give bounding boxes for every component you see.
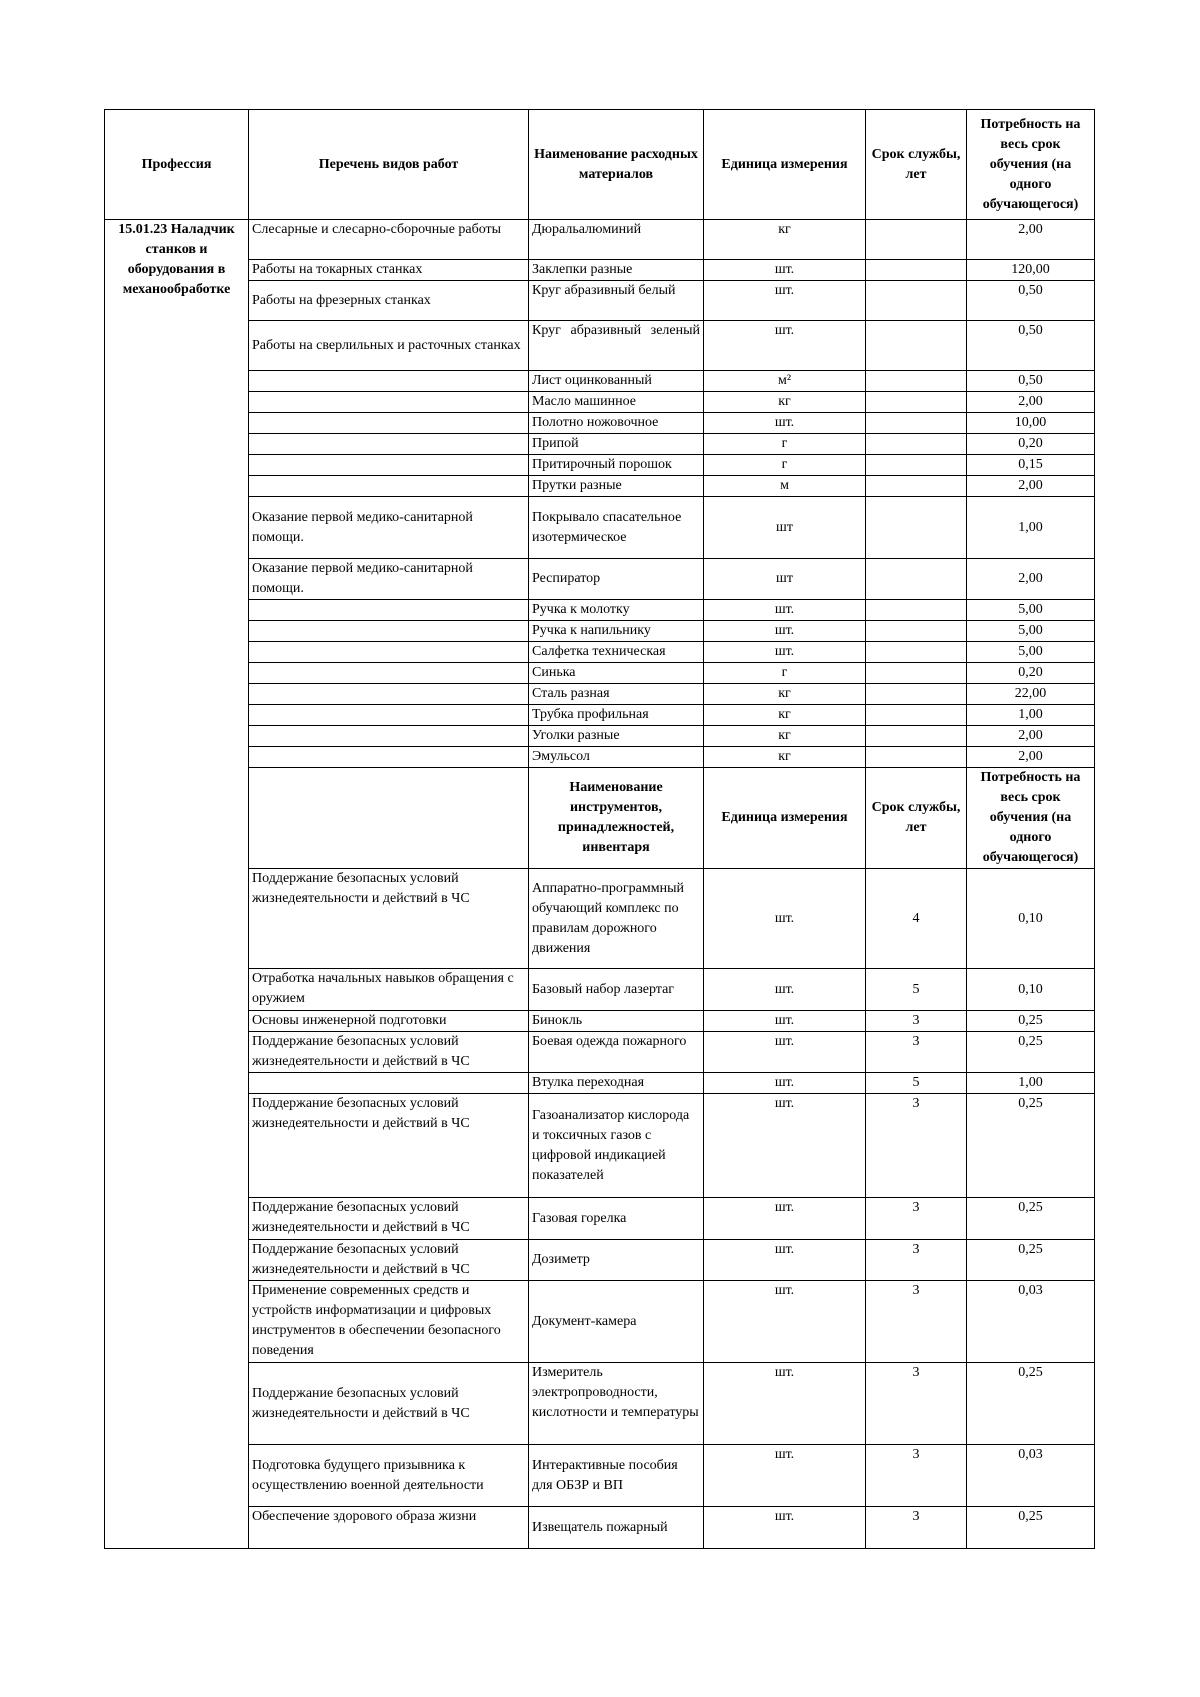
qty-cell: 2,00 <box>967 392 1095 413</box>
resource-table <box>104 109 1095 1549</box>
work-cell: Слесарные и слесарно-сборочные работы <box>249 220 529 260</box>
life-cell: 5 <box>866 1073 967 1094</box>
unit-cell: кг <box>704 705 866 726</box>
table-row <box>105 663 1095 684</box>
item-cell: Аппаратно-программный обучающий комплекс по правилам дорожного движения <box>529 869 704 969</box>
header-works: Перечень видов работ <box>249 110 529 220</box>
item-cell: Бинокль <box>529 1011 704 1032</box>
work-cell <box>249 1073 529 1094</box>
unit-cell: кг <box>704 220 866 260</box>
work-cell: Работы на фрезерных станках <box>249 281 529 321</box>
life-cell <box>866 371 967 392</box>
unit-cell: шт. <box>704 1445 866 1507</box>
qty-cell: 0,15 <box>967 455 1095 476</box>
life-cell <box>866 621 967 642</box>
unit-cell: шт. <box>704 321 866 371</box>
work-cell <box>249 434 529 455</box>
life-cell <box>866 559 967 600</box>
unit-cell: шт. <box>704 869 866 969</box>
unit-cell: шт <box>704 559 866 600</box>
qty-cell: 5,00 <box>967 642 1095 663</box>
item-cell: Извещатель пожарный <box>529 1507 704 1549</box>
unit-cell: шт. <box>704 642 866 663</box>
unit-cell: кг <box>704 684 866 705</box>
profession-cell: 15.01.23 Наладчик станков и оборудования в механообработке <box>105 220 249 1549</box>
item-cell: Сталь разная <box>529 684 704 705</box>
qty-cell: 0,50 <box>967 371 1095 392</box>
life-cell: 5 <box>866 969 967 1011</box>
unit-cell: шт. <box>704 281 866 321</box>
life-cell <box>866 392 967 413</box>
header-row <box>105 110 1095 220</box>
table-row <box>105 476 1095 497</box>
unit-cell: шт. <box>704 1281 866 1363</box>
table-row <box>105 747 1095 768</box>
work-cell: Работы на сверлильных и расточных станках <box>249 321 529 371</box>
table-row <box>105 321 1095 371</box>
table-row <box>105 1032 1095 1073</box>
table-row <box>105 684 1095 705</box>
work-cell <box>249 455 529 476</box>
unit-cell: шт. <box>704 621 866 642</box>
tools-header-unit: Единица измерения <box>704 768 866 869</box>
unit-cell: кг <box>704 747 866 768</box>
work-cell: Оказание первой медико-санитарной помощи. <box>249 559 529 600</box>
work-cell: Поддержание безопасных условий жизнедеятельности и действий в ЧС <box>249 1198 529 1240</box>
life-cell <box>866 705 967 726</box>
item-cell: Припой <box>529 434 704 455</box>
unit-cell: шт. <box>704 1198 866 1240</box>
work-cell <box>249 476 529 497</box>
work-cell <box>249 705 529 726</box>
work-cell: Работы на токарных станках <box>249 260 529 281</box>
work-cell: Поддержание безопасных условий жизнедеятельности и действий в ЧС <box>249 1032 529 1073</box>
life-cell <box>866 260 967 281</box>
item-cell: Измеритель электропроводности, кислотности и температуры <box>529 1363 704 1445</box>
table-row <box>105 497 1095 559</box>
work-cell <box>249 371 529 392</box>
table-row <box>105 260 1095 281</box>
unit-cell: м² <box>704 371 866 392</box>
unit-cell: шт. <box>704 260 866 281</box>
life-cell <box>866 600 967 621</box>
life-cell <box>866 747 967 768</box>
qty-cell: 1,00 <box>967 497 1095 559</box>
table-row <box>105 455 1095 476</box>
table-row <box>105 1363 1095 1445</box>
work-cell: Применение современных средств и устройств информатизации и цифровых инструментов в обеспечении безопасного поведения <box>249 1281 529 1363</box>
unit-cell: г <box>704 455 866 476</box>
life-cell: 3 <box>866 1281 967 1363</box>
life-cell: 3 <box>866 1507 967 1549</box>
table-row <box>105 1281 1095 1363</box>
life-cell <box>866 476 967 497</box>
item-cell: Эмульсол <box>529 747 704 768</box>
life-cell <box>866 663 967 684</box>
table-row <box>105 1073 1095 1094</box>
unit-cell: г <box>704 434 866 455</box>
life-cell <box>866 321 967 371</box>
unit-cell: шт. <box>704 413 866 434</box>
item-cell: Салфетка техническая <box>529 642 704 663</box>
unit-cell: шт. <box>704 1011 866 1032</box>
item-cell: Лист оцинкованный <box>529 371 704 392</box>
qty-cell: 0,25 <box>967 1198 1095 1240</box>
qty-cell: 2,00 <box>967 747 1095 768</box>
unit-cell: шт. <box>704 1507 866 1549</box>
life-cell: 3 <box>866 1032 967 1073</box>
header-unit: Единица измерения <box>704 110 866 220</box>
item-cell: Покрывало спасательное изотермическое <box>529 497 704 559</box>
table-row <box>105 371 1095 392</box>
work-cell <box>249 392 529 413</box>
qty-cell: 0,10 <box>967 869 1095 969</box>
qty-cell: 0,03 <box>967 1445 1095 1507</box>
qty-cell: 2,00 <box>967 220 1095 260</box>
unit-cell: шт. <box>704 1094 866 1198</box>
unit-cell: кг <box>704 392 866 413</box>
work-cell <box>249 663 529 684</box>
qty-cell: 0,03 <box>967 1281 1095 1363</box>
table-row <box>105 392 1095 413</box>
item-cell: Документ-камера <box>529 1281 704 1363</box>
life-cell <box>866 684 967 705</box>
item-cell: Масло машинное <box>529 392 704 413</box>
qty-cell: 10,00 <box>967 413 1095 434</box>
qty-cell: 0,25 <box>967 1240 1095 1281</box>
table-row <box>105 559 1095 600</box>
unit-cell: шт. <box>704 969 866 1011</box>
item-cell: Интерактивные пособия для ОБЗР и ВП <box>529 1445 704 1507</box>
table-row <box>105 726 1095 747</box>
life-cell <box>866 281 967 321</box>
qty-cell: 0,50 <box>967 321 1095 371</box>
table-row <box>105 220 1095 260</box>
unit-cell: шт. <box>704 600 866 621</box>
table-row <box>105 1445 1095 1507</box>
life-cell <box>866 642 967 663</box>
qty-cell: 5,00 <box>967 621 1095 642</box>
life-cell <box>866 497 967 559</box>
work-cell: Поддержание безопасных условий жизнедеятельности и действий в ЧС <box>249 869 529 969</box>
life-cell: 3 <box>866 1094 967 1198</box>
unit-cell: м <box>704 476 866 497</box>
qty-cell: 2,00 <box>967 726 1095 747</box>
unit-cell: шт. <box>704 1240 866 1281</box>
header-profession: Профессия <box>105 110 249 220</box>
table-row <box>105 1507 1095 1549</box>
item-cell: Газовая горелка <box>529 1198 704 1240</box>
work-cell: Обеспечение здорового образа жизни <box>249 1507 529 1549</box>
life-cell <box>866 220 967 260</box>
qty-cell: 22,00 <box>967 684 1095 705</box>
table-row <box>105 1094 1095 1198</box>
unit-cell: шт <box>704 497 866 559</box>
header-materials: Наименование расходных материалов <box>529 110 704 220</box>
item-cell: Прутки разные <box>529 476 704 497</box>
life-cell <box>866 726 967 747</box>
unit-cell: г <box>704 663 866 684</box>
work-cell <box>249 642 529 663</box>
table-row <box>105 869 1095 969</box>
table-row <box>105 281 1095 321</box>
qty-cell: 0,25 <box>967 1507 1095 1549</box>
life-cell <box>866 455 967 476</box>
life-cell: 3 <box>866 1198 967 1240</box>
qty-cell: 0,25 <box>967 1032 1095 1073</box>
qty-cell: 1,00 <box>967 705 1095 726</box>
work-cell <box>249 747 529 768</box>
life-cell <box>866 434 967 455</box>
life-cell <box>866 413 967 434</box>
unit-cell: шт. <box>704 1032 866 1073</box>
qty-cell: 0,20 <box>967 434 1095 455</box>
tools-header-row <box>105 768 1095 869</box>
item-cell: Ручка к напильнику <box>529 621 704 642</box>
work-cell <box>249 726 529 747</box>
life-cell: 3 <box>866 1445 967 1507</box>
qty-cell: 0,25 <box>967 1363 1095 1445</box>
tools-header-life: Срок службы, лет <box>866 768 967 869</box>
table-row <box>105 621 1095 642</box>
work-cell <box>249 684 529 705</box>
work-cell: Подготовка будущего призывника к осуществлению военной деятельности <box>249 1445 529 1507</box>
qty-cell: 0,20 <box>967 663 1095 684</box>
table-row <box>105 1011 1095 1032</box>
work-cell <box>249 621 529 642</box>
item-cell: Базовый набор лазертаг <box>529 969 704 1011</box>
life-cell: 4 <box>866 869 967 969</box>
item-cell: Респиратор <box>529 559 704 600</box>
qty-cell: 2,00 <box>967 476 1095 497</box>
life-cell: 3 <box>866 1011 967 1032</box>
qty-cell: 0,10 <box>967 969 1095 1011</box>
table-row <box>105 642 1095 663</box>
item-cell: Круг абразивный зеленый <box>529 321 704 371</box>
table-row <box>105 434 1095 455</box>
tools-header-item: Наименование инструментов, принадлежностей, инвентаря <box>529 768 704 869</box>
item-cell: Круг абразивный белый <box>529 281 704 321</box>
header-life: Срок службы, лет <box>866 110 967 220</box>
item-cell: Притирочный порошок <box>529 455 704 476</box>
qty-cell: 1,00 <box>967 1073 1095 1094</box>
work-cell: Оказание первой медико-санитарной помощи. <box>249 497 529 559</box>
table-row <box>105 600 1095 621</box>
item-cell: Дюральалюминий <box>529 220 704 260</box>
work-cell <box>249 413 529 434</box>
item-cell: Синька <box>529 663 704 684</box>
header-need: Потребность на весь срок обучения (на одного обучающегося) <box>967 110 1095 220</box>
work-cell <box>249 600 529 621</box>
qty-cell: 0,50 <box>967 281 1095 321</box>
item-cell: Трубка профильная <box>529 705 704 726</box>
item-cell: Уголки разные <box>529 726 704 747</box>
qty-cell: 5,00 <box>967 600 1095 621</box>
table-row <box>105 705 1095 726</box>
work-cell <box>249 768 529 869</box>
item-cell: Боевая одежда пожарного <box>529 1032 704 1073</box>
work-cell: Поддержание безопасных условий жизнедеятельности и действий в ЧС <box>249 1094 529 1198</box>
life-cell: 3 <box>866 1363 967 1445</box>
item-cell: Газоанализатор кислорода и токсичных газов с цифровой индикацией показателей <box>529 1094 704 1198</box>
unit-cell: шт. <box>704 1363 866 1445</box>
item-cell: Дозиметр <box>529 1240 704 1281</box>
work-cell: Основы инженерной подготовки <box>249 1011 529 1032</box>
item-cell: Заклепки разные <box>529 260 704 281</box>
qty-cell: 2,00 <box>967 559 1095 600</box>
work-cell: Поддержание безопасных условий жизнедеятельности и действий в ЧС <box>249 1240 529 1281</box>
qty-cell: 120,00 <box>967 260 1095 281</box>
life-cell: 3 <box>866 1240 967 1281</box>
item-cell: Полотно ножовочное <box>529 413 704 434</box>
tools-header-need: Потребность на весь срок обучения (на одного обучающегося) <box>967 768 1095 869</box>
item-cell: Ручка к молотку <box>529 600 704 621</box>
table-row <box>105 1198 1095 1240</box>
table-row <box>105 413 1095 434</box>
table-row <box>105 1240 1095 1281</box>
unit-cell: шт. <box>704 1073 866 1094</box>
qty-cell: 0,25 <box>967 1011 1095 1032</box>
qty-cell: 0,25 <box>967 1094 1095 1198</box>
table-row <box>105 969 1095 1011</box>
item-cell: Втулка переходная <box>529 1073 704 1094</box>
unit-cell: кг <box>704 726 866 747</box>
work-cell: Отработка начальных навыков обращения с оружием <box>249 969 529 1011</box>
work-cell: Поддержание безопасных условий жизнедеятельности и действий в ЧС <box>249 1363 529 1445</box>
